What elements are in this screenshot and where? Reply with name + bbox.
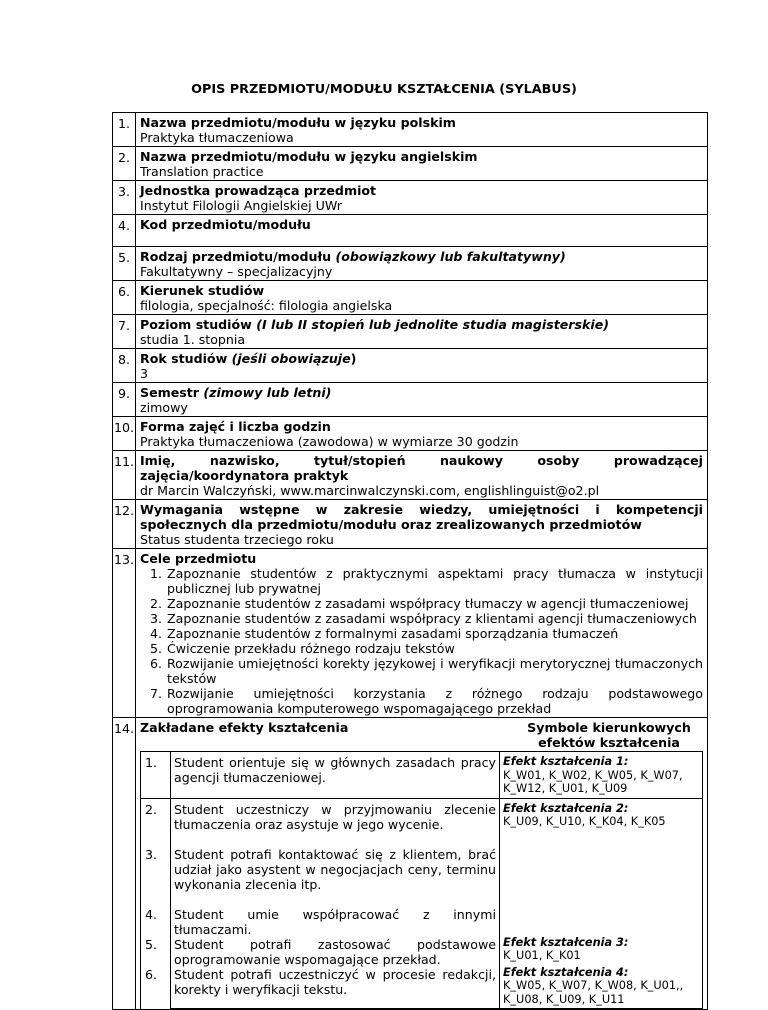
section-1 bbox=[113, 113, 708, 147]
section-heading: Nazwa przedmiotu/modułu w języku angielskim bbox=[140, 149, 478, 164]
section-heading: Rodzaj przedmiotu/modułu (obowiązkowy lub fakultatywny) bbox=[140, 249, 566, 264]
section-heading: Wymagania wstępne w zakresie wiedzy, umiejętności i kompetencji bbox=[140, 502, 703, 517]
section-11 bbox=[113, 451, 708, 500]
section-value: Praktyka tłumaczeniowa bbox=[140, 130, 294, 145]
section-number: 1. bbox=[113, 113, 136, 147]
section-12 bbox=[113, 500, 708, 549]
list-item: 4. Zapoznanie studentów z formalnymi zasadami sporządzania tłumaczeń bbox=[149, 626, 619, 641]
section-heading: Poziom studiów (I lub II stopień lub jednolite studia magisterskie) bbox=[140, 317, 609, 332]
section-value: Translation practice bbox=[140, 164, 264, 179]
section-number: 4. bbox=[113, 215, 136, 247]
outcome-text: Student orientuje się w głównych zasadach pracy agencji tłumaczeniowej. bbox=[171, 752, 500, 799]
section-value: studia 1. stopnia bbox=[140, 332, 246, 347]
outcome-text: Student potrafi zastosować podstawowe oprogramowanie wspomagające przekład. bbox=[174, 936, 496, 967]
section-value: Praktyka tłumaczeniowa (zawodowa) w wymiarze 30 godzin bbox=[140, 434, 519, 449]
outcomes-table bbox=[140, 751, 703, 1009]
outcome-text: Student uczestniczy w przyjmowaniu zlecenie tłumaczenia oraz asystuje w jego wycenie. bbox=[174, 801, 496, 832]
section-6 bbox=[113, 281, 708, 315]
section-number: 5. bbox=[113, 247, 136, 281]
list-item: 2. Zapoznanie studentów z zasadami współpracy tłumaczy w agencji tłumaczeniowej bbox=[149, 596, 689, 611]
outcome-text: Student umie współpracować z innymi tłumaczami. bbox=[174, 906, 496, 937]
section-number: 9. bbox=[113, 383, 136, 417]
section-heading: Imię, nazwisko, tytuł/stopień naukowy osoby prowadzącej bbox=[140, 453, 703, 468]
section-10 bbox=[113, 417, 708, 451]
section-14 bbox=[113, 718, 708, 1010]
section-value: Instytut Filologii Angielskiej UWr bbox=[140, 198, 342, 213]
section-heading: Forma zajęć i liczba godzin bbox=[140, 419, 331, 434]
section-heading-cont: zajęcia/koordynatora praktyk bbox=[140, 468, 349, 483]
section-value: 3 bbox=[140, 366, 149, 381]
section-5 bbox=[113, 247, 708, 281]
section-number: 11. bbox=[113, 451, 136, 500]
section-value: zimowy bbox=[140, 400, 188, 415]
section-13 bbox=[113, 549, 708, 718]
section-heading: Kierunek studiów bbox=[140, 283, 265, 298]
section-2 bbox=[113, 147, 708, 181]
list-item: 5. Ćwiczenie przekładu różnego rodzaju tekstów bbox=[149, 641, 455, 656]
section-heading: Kod przedmiotu/modułu bbox=[140, 217, 311, 232]
section-number: 13. bbox=[113, 549, 136, 718]
section-9 bbox=[113, 383, 708, 417]
section-3 bbox=[113, 181, 708, 215]
symbols-heading: Symbole kierunkowych efektów kształcenia bbox=[527, 720, 691, 750]
list-item: 7. Rozwijanie umiejętności korzystania z różnego rodzaju podstawowego oprogramowania komputerowego wspomagającego przekład bbox=[149, 686, 703, 716]
section-4 bbox=[113, 215, 708, 247]
section-number: 2. bbox=[113, 147, 136, 181]
section-heading: Jednostka prowadząca przedmiot bbox=[140, 183, 377, 198]
goals-list bbox=[140, 566, 703, 716]
section-7 bbox=[113, 315, 708, 349]
list-item: 1. Zapoznanie studentów z praktycznymi aspektami pracy tłumacza w instytucji publicznej lub prywatnej bbox=[149, 566, 703, 596]
outcome-symbols: Efekt kształcenia 1: K_W01, K_W02, K_W05, K_W07, K_W12, K_U01, K_U09 bbox=[500, 752, 703, 799]
section-8 bbox=[113, 349, 708, 383]
list-item: 3. Zapoznanie studentów z zasadami współpracy z klientami agencji tłumaczeniowych bbox=[149, 611, 697, 626]
syllabus-table bbox=[112, 112, 708, 1010]
section-heading: Cele przedmiotu bbox=[140, 551, 257, 566]
section-number: 14. bbox=[113, 718, 136, 1010]
document-title: OPIS PRZEDMIOTU/MODUŁU KSZTAŁCENIA (SYLABUS) bbox=[191, 82, 577, 97]
list-item: 6. Rozwijanie umiejętności korekty językowej i weryfikacji merytorycznej tłumaczonych tekstów bbox=[149, 656, 703, 686]
section-number: 3. bbox=[113, 181, 136, 215]
section-heading: Nazwa przedmiotu/modułu w języku polskim bbox=[140, 115, 456, 130]
section-heading: Semestr (zimowy lub letni) bbox=[140, 385, 332, 400]
outcome-text: Student potrafi uczestniczyć w procesie redakcji, korekty i weryfikacji tekstu. bbox=[174, 966, 496, 997]
section-value: Status studenta trzeciego roku bbox=[140, 532, 334, 547]
section-value: filologia, specjalność: filologia angielska bbox=[140, 298, 393, 313]
section-heading: Zakładane efekty kształcenia bbox=[140, 720, 349, 735]
section-number: 6. bbox=[113, 281, 136, 315]
section-number: 8. bbox=[113, 349, 136, 383]
section-number: 7. bbox=[113, 315, 136, 349]
section-number: 10. bbox=[113, 417, 136, 451]
table-row: 1. Student orientuje się w głównych zasadach pracy agencji tłumaczeniowej. Efekt kształcenia 1: K_W01, K_W02, K_W05, K_W07, K_W12, K_U01, K_U09 bbox=[141, 752, 703, 799]
section-value: dr Marcin Walczyński, www.marcinwalczynski.com, englishlinguist@o2.pl bbox=[140, 483, 600, 498]
outcome-symbols: Efekt kształcenia 2: K_U09, K_U10, K_K04, K_K05 Efekt kształcenia 3: K_U01, K_K01 Efekt kształcenia 4: K_W05, K_W07, K_W08, K_U01,, K_U08, K_U09, K_U11 bbox=[500, 798, 703, 1009]
outcome-text: Student potrafi kontaktować się z klientem, brać udział jako asystent w negocjacjach ceny, terminu wykonania zlecenia itp. bbox=[174, 846, 496, 892]
table-row: 2. 3. 4. 5. 6. Student uczestniczy w przyjmowaniu zlecenie tłumaczenia oraz asystuje w jego wycenie. Student potrafi kontaktować się z klientem, brać udział jako asystent w negocjacjach ceny, terminu wykonania zlecenia itp. Student umie współpracować z innymi tłumaczami. Student potrafi zastosować podstawowe oprogramowanie wspomagające przekład. Student potrafi uczestniczyć w procesie redakcji, korekty i weryfikacji tekstu. Efekt kształcenia 2: K_U09, K_U10, K_K04, K_K05 Efekt kształcenia 3: K_U01, K_K01 Efekt kształcenia 4: K_W05, K_W07, K_W08, K_U01,, K_U08, K_U09, K_U11 bbox=[141, 798, 703, 1009]
section-heading-cont: społecznych dla przedmiotu/modułu oraz zrealizowanych przedmiotów bbox=[140, 517, 642, 532]
section-number: 12. bbox=[113, 500, 136, 549]
section-heading: Rok studiów (jeśli obowiązuje) bbox=[140, 351, 357, 366]
section-value: Fakultatywny – specjalizacyjny bbox=[140, 264, 333, 279]
